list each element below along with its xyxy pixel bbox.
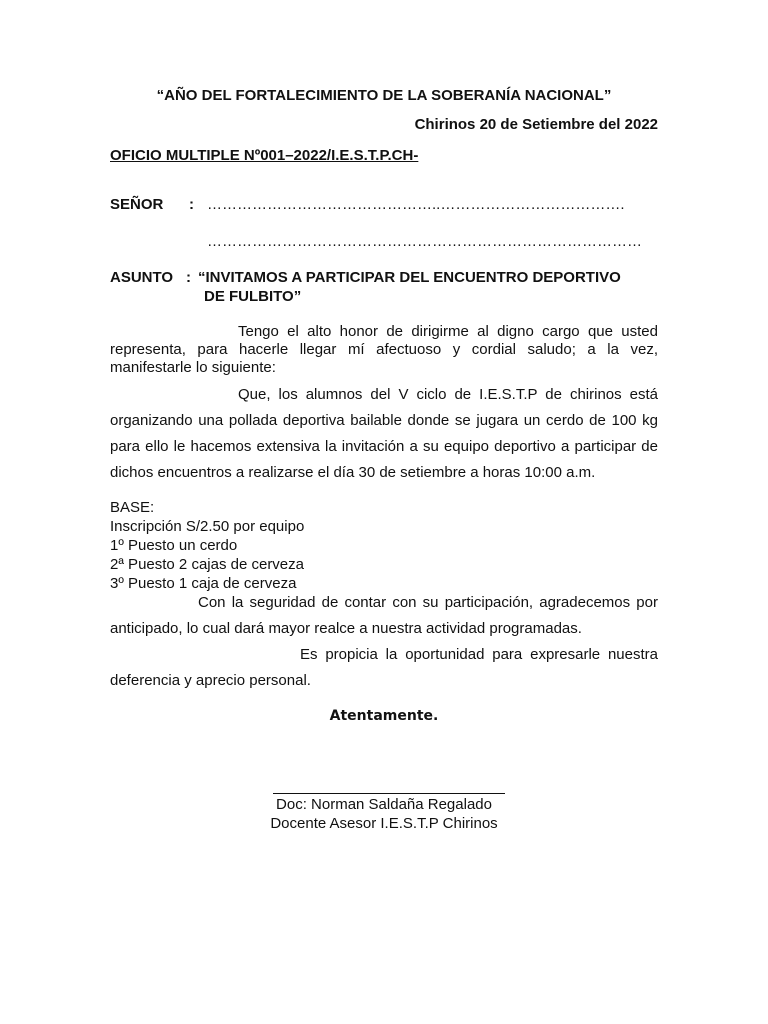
base-item-second-prize: 2ª Puesto 2 cajas de cerveza	[110, 556, 304, 573]
paragraph-greeting: Tengo el alto honor de dirigirme al digno cargo que usted representa, para hacerle llegar mí afectuoso y cordial saludo; a la vez, manifestarle lo siguiente:	[110, 323, 658, 376]
base-item-registration: Inscripción S/2.50 por equipo	[110, 518, 305, 535]
subject-line-2: DE FULBITO”	[204, 288, 302, 305]
addressee-label: SEÑOR	[110, 196, 164, 213]
paragraph-closing: Es propicia la oportunidad para expresarle nuestra deferencia y aprecio personal.	[110, 646, 658, 689]
base-item-third-prize: 3º Puesto 1 caja de cerveza	[110, 575, 297, 592]
addressee-dotted-line-2: ……………………………………………………………………………	[207, 233, 642, 250]
reference-number: OFICIO MULTIPLE Nº001–2022/I.E.S.T.P.CH-	[110, 147, 419, 164]
base-title: BASE:	[110, 499, 155, 516]
signer-role: Docente Asesor I.E.S.T.P Chirinos	[270, 815, 498, 832]
subject-line-1: “INVITAMOS A PARTICIPAR DEL ENCUENTRO DEPORTIVO	[198, 269, 621, 286]
place-date: Chirinos 20 de Setiembre del 2022	[414, 116, 658, 133]
signature-line	[273, 793, 505, 794]
paragraph-thanks: Con la seguridad de contar con su participación, agradecemos por anticipado, lo cual dará mayor realce a nuestra actividad programadas.	[110, 594, 658, 637]
subject-colon: :	[186, 269, 191, 286]
subject-label: ASUNTO	[110, 269, 174, 286]
signer-name: Doc: Norman Saldaña Regalado	[276, 796, 492, 813]
addressee-colon: :	[189, 196, 194, 213]
base-item-first-prize: 1º Puesto un cerdo	[110, 537, 238, 554]
year-motto: “AÑO DEL FORTALECIMIENTO DE LA SOBERANÍA NACIONAL”	[156, 87, 612, 104]
addressee-dotted-line-1: ………………………………………..……………………………….	[207, 196, 625, 213]
paragraph-invitation: Que, los alumnos del V ciclo de I.E.S.T.P de chirinos está organizando una pollada deportiva bailable donde se jugara un cerdo de 100 kg para ello le hacemos extensiva la invitación a su equipo deportivo a participar de dichos encuentros a realizarse el día 30 de setiembre a horas 10:00 a.m.	[110, 386, 658, 481]
salutation: Atentamente.	[329, 708, 439, 724]
